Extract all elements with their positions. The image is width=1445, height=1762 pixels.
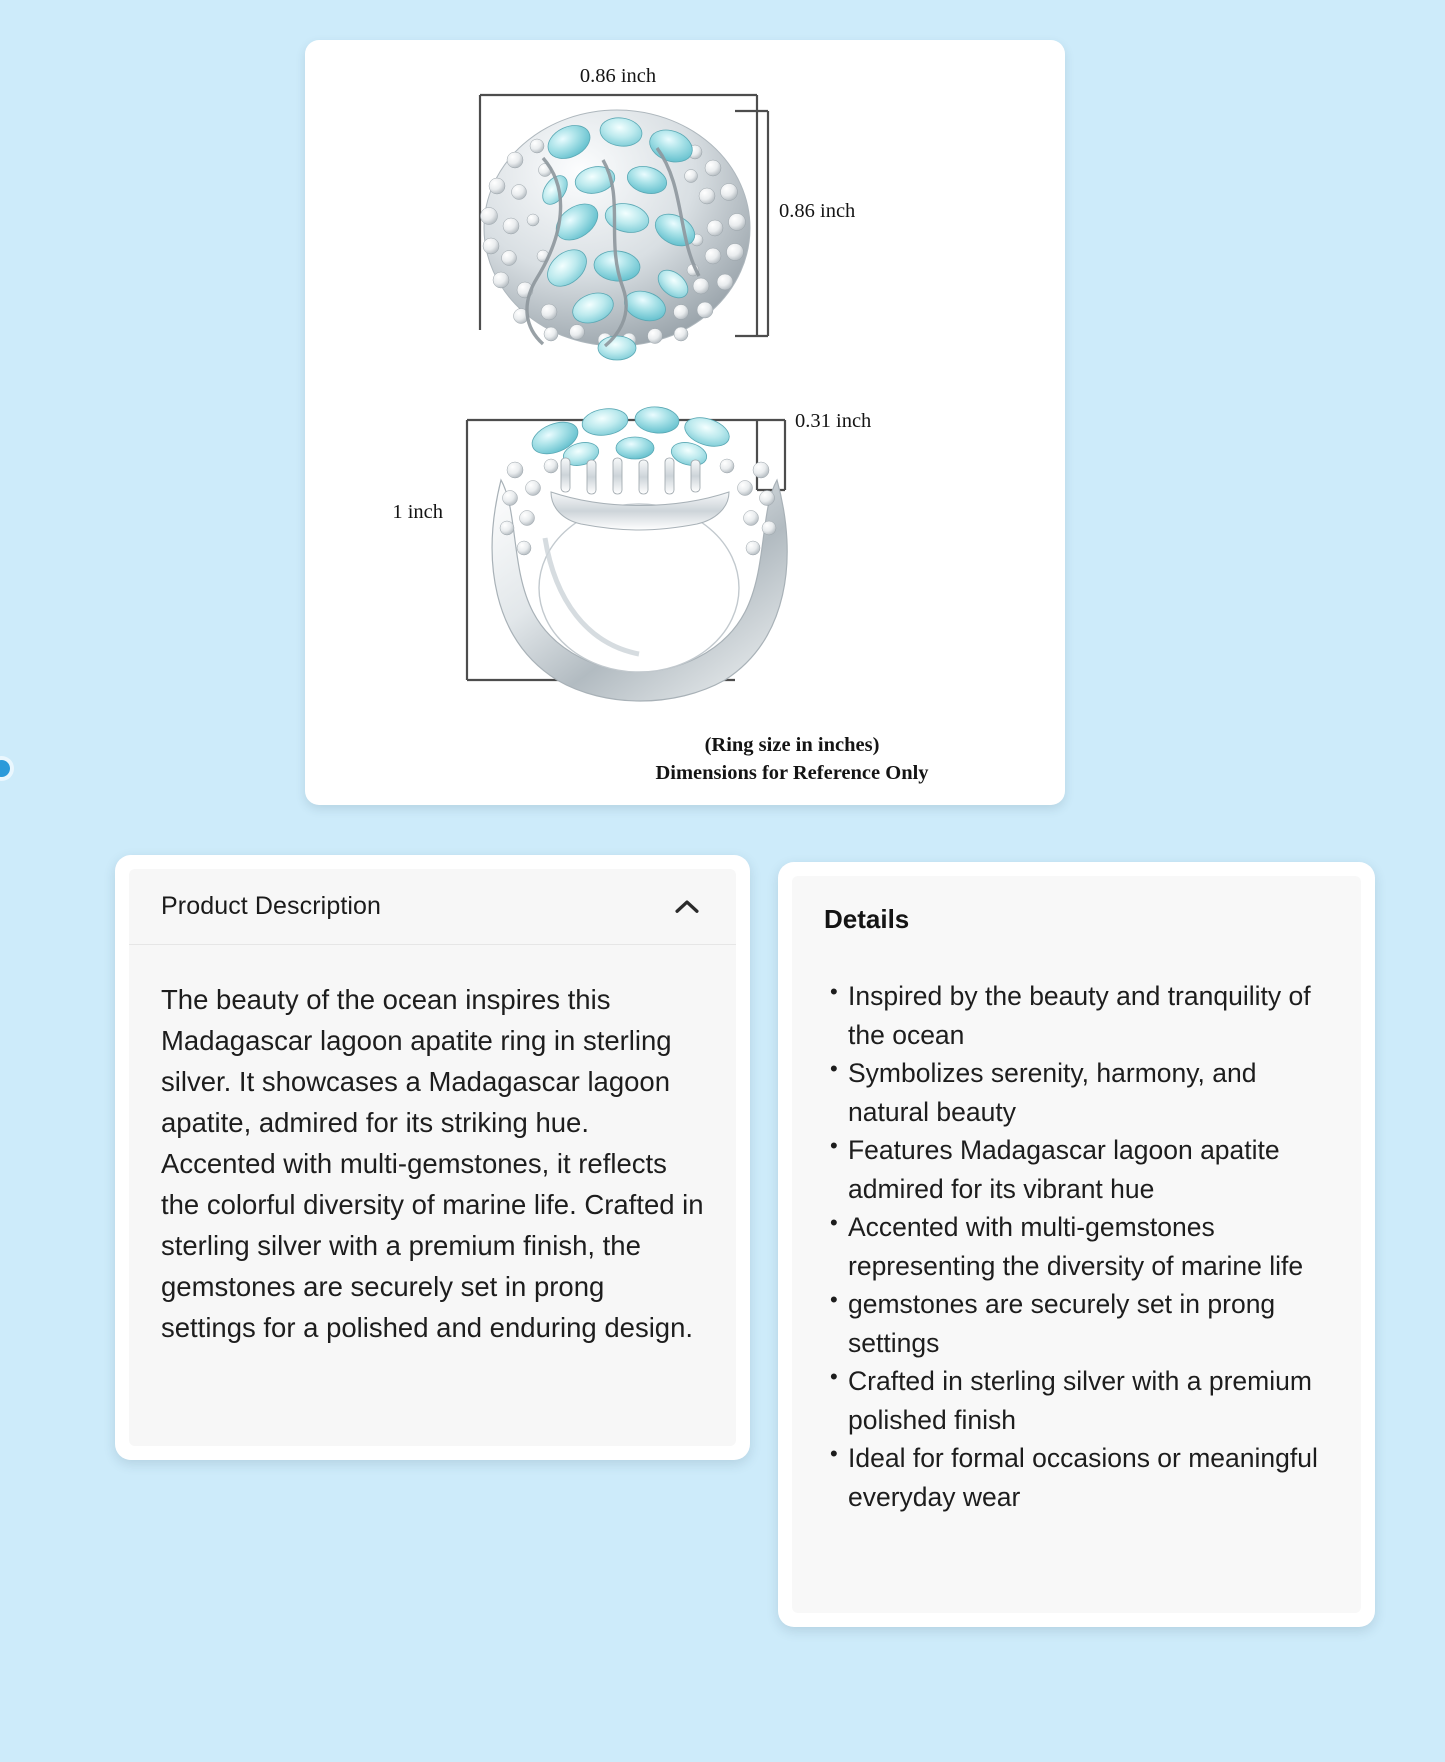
dim-profile-head-label: 0.31 inch	[795, 410, 872, 432]
chevron-up-icon[interactable]	[670, 890, 704, 924]
caption-line-2: Dimensions for Reference Only	[655, 762, 929, 784]
list-item: • Inspired by the beauty and tranquility of the ocean	[814, 977, 1339, 1054]
dim-top-height-label: 0.86 inch	[779, 200, 856, 222]
details-bullet-list	[814, 977, 1339, 1516]
details-card	[778, 862, 1375, 1627]
list-item: • Accented with multi-gemstones representing the diversity of marine life	[814, 1208, 1339, 1285]
product-description-body: The beauty of the ocean inspires this Madagascar lagoon apatite ring in sterling silver. It showcases a Madagascar lagoon apatite, admired for its striking hue. Accented with multi-gemstones, it reflects the colorful diversity of marine life. Crafted in sterling silver with a premium finish, the gemstones are securely set in prong settings for a polished and enduring design.	[161, 984, 704, 1343]
dim-profile-total-label: 1 inch	[392, 501, 443, 523]
list-item: • gemstones are securely set in prong settings	[814, 1285, 1339, 1362]
ring-profile-view	[492, 405, 787, 701]
image-caption	[527, 731, 1057, 787]
scroll-indicator-dot[interactable]	[0, 760, 10, 777]
details-title: Details	[824, 904, 910, 934]
caption-line-1: (Ring size in inches)	[704, 734, 880, 756]
list-item: • Crafted in sterling silver with a premium polished finish	[814, 1362, 1339, 1439]
list-item: • Ideal for formal occasions or meaningful everyday wear	[814, 1439, 1339, 1516]
list-item: • Features Madagascar lagoon apatite admired for its vibrant hue	[814, 1131, 1339, 1208]
ring-dimension-diagram	[305, 40, 1065, 805]
product-description-title: Product Description	[161, 892, 382, 920]
list-item: • Symbolizes serenity, harmony, and natural beauty	[814, 1054, 1339, 1131]
product-image-card[interactable]	[305, 40, 1065, 805]
product-description-toggle[interactable]	[129, 869, 736, 945]
ring-top-view	[481, 110, 751, 360]
product-description-card	[115, 855, 750, 1460]
dim-top-width-label: 0.86 inch	[579, 65, 657, 87]
